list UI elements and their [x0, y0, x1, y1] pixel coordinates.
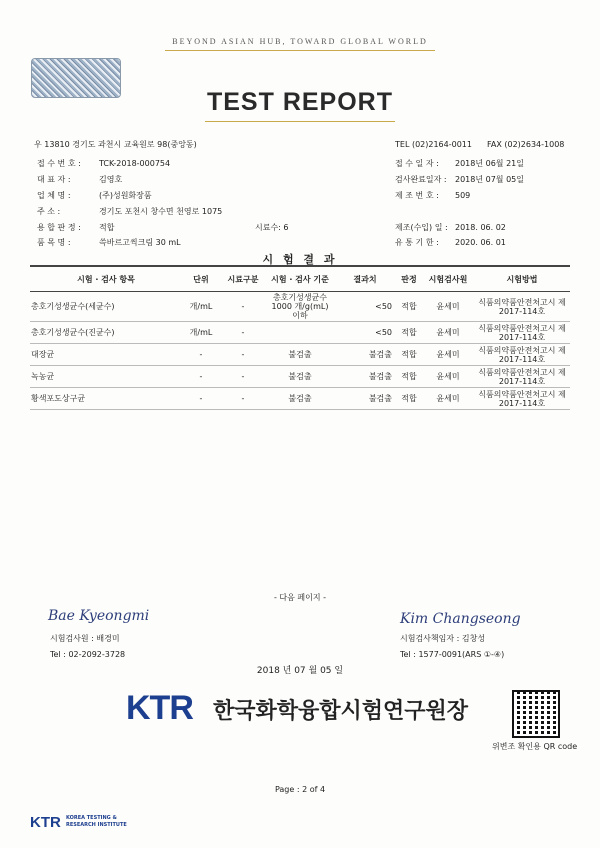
table-cell: 개/mL: [182, 292, 220, 322]
table-cell: -: [182, 344, 220, 366]
table-cell: 적합: [396, 344, 422, 366]
table-cell: 적합: [396, 388, 422, 410]
table-row: [30, 322, 570, 344]
results-title: 시 험 결 과: [262, 253, 338, 266]
info-label: 용 합 판 정 :: [37, 223, 81, 232]
column-header: 결과치: [334, 267, 396, 292]
info-row-manufacture-date: [395, 223, 506, 233]
tagline: BEYOND ASIAN HUB, TOWARD GLOBAL WORLD: [172, 37, 428, 46]
table-cell: -: [220, 344, 266, 366]
sample-count: 시료수: 6: [255, 223, 289, 232]
info-row-completion-date: [395, 175, 524, 185]
table-cell: 윤세미: [422, 322, 474, 344]
qr-code-icon[interactable]: [512, 690, 560, 738]
info-label: 접 수 번 호 :: [37, 159, 81, 168]
report-title: TEST REPORT: [206, 88, 393, 116]
table-cell: [266, 322, 334, 344]
column-header: 판정: [396, 267, 422, 292]
results-title-divider: [30, 247, 570, 266]
tagline-divider: [165, 50, 435, 51]
table-cell: -: [220, 366, 266, 388]
table-header-row: [30, 267, 570, 292]
info-value: TCK-2018-000754: [99, 159, 171, 168]
table-cell: 적합: [396, 292, 422, 322]
table-cell: <50: [334, 322, 396, 344]
table-cell: 윤세미: [422, 344, 474, 366]
table-cell: 적합: [396, 322, 422, 344]
table-cell: -: [220, 388, 266, 410]
page-indicator: Page : 2 of 4: [274, 785, 326, 794]
manager-tel: Tel : 1577-0091(ARS ①-④): [400, 650, 505, 659]
table-cell: -: [220, 292, 266, 322]
table-cell: 식품의약품안전처고시 제2017-114호: [474, 366, 570, 388]
info-value: 2018. 06. 02: [455, 223, 506, 232]
footer-line1: KOREA TESTING &: [66, 815, 117, 821]
next-page-note: - 다음 페이지 -: [273, 593, 327, 602]
table-row: [30, 388, 570, 410]
manager-name: 시험검사책임자 : 김창성: [400, 634, 486, 643]
table-cell: 불검출: [266, 366, 334, 388]
table-cell: 불검출: [334, 388, 396, 410]
tester-tel: Tel : 02-2092-3728: [50, 650, 126, 659]
column-header: 시험방법: [474, 267, 570, 292]
info-value: 509: [455, 191, 471, 200]
table-cell: -: [182, 366, 220, 388]
title-divider: [205, 121, 395, 122]
info-row-receipt-date: [395, 159, 524, 169]
table-cell: 윤세미: [422, 292, 474, 322]
info-value: 경기도 포천시 창수면 천영로 1075: [99, 207, 223, 216]
info-label: 주 소 :: [37, 207, 61, 216]
table-cell: <50: [334, 292, 396, 322]
footer-institute-text: [66, 815, 127, 829]
info-label: 유 통 기 한 :: [395, 238, 439, 247]
info-label: 제조(수입) 일 :: [395, 223, 448, 232]
table-cell: 개/mL: [182, 322, 220, 344]
column-header: 시험 · 검사 항목: [30, 267, 182, 292]
info-label: 제 조 번 호 :: [395, 191, 439, 200]
institute-name: 한국화학융합시험연구원장: [213, 699, 469, 724]
table-cell: 대장균: [30, 344, 182, 366]
column-header: 단위: [182, 267, 220, 292]
table-row: [30, 292, 570, 322]
info-label: 접 수 일 자 :: [395, 159, 439, 168]
table-cell: 적합: [396, 366, 422, 388]
info-row-address: [37, 207, 222, 217]
results-table: [30, 266, 570, 410]
table-cell: 총호기성생균수(세균수): [30, 292, 182, 322]
table-cell: 총호기성생균수(진균수): [30, 322, 182, 344]
column-header: 시험 · 검사 기준: [266, 267, 334, 292]
tel-number: TEL (02)2164-0011: [395, 140, 472, 149]
column-header: 시험검사원: [422, 267, 474, 292]
info-value: 김영호: [99, 175, 123, 184]
table-cell: -: [182, 388, 220, 410]
table-cell: 총호기성생균수 1000 개/g(mL) 이하: [266, 292, 334, 322]
info-value: 2018년 06월 21일: [455, 159, 524, 168]
info-row-lot-number: [395, 191, 470, 201]
info-label: 대 표 자 :: [37, 175, 71, 184]
info-label: 검사완료일자 :: [395, 175, 447, 184]
table-cell: 식품의약품안전처고시 제2017-114호: [474, 292, 570, 322]
info-label: 품 목 명 :: [37, 238, 71, 247]
footer-line2: RESEARCH INSTITUTE: [66, 822, 127, 828]
signature-left: Bae Kyeongmi: [48, 608, 150, 624]
table-cell: 황색포도상구균: [30, 388, 182, 410]
table-cell: 식품의약품안전처고시 제2017-114호: [474, 344, 570, 366]
info-row-representative: [37, 175, 122, 185]
issue-date: 2018 년 07 월 05 일: [256, 666, 344, 676]
info-row-company: [37, 191, 152, 201]
table-row: [30, 344, 570, 366]
qr-caption: 위변조 확인용 QR code: [492, 742, 578, 751]
address-line: 우 13810 경기도 과천시 교육원로 98(중앙동): [34, 140, 197, 149]
signature-right: Kim Changseong: [400, 611, 521, 627]
ktr-logo: KTR: [126, 689, 193, 727]
fax-number: FAX (02)2634-1008: [487, 140, 565, 149]
table-cell: -: [220, 322, 266, 344]
table-cell: 식품의약품안전처고시 제2017-114호: [474, 388, 570, 410]
info-value: 쓱바르고씩크림 30 mL: [99, 238, 181, 247]
table-cell: 불검출: [334, 344, 396, 366]
table-cell: 불검출: [334, 366, 396, 388]
table-cell: 식품의약품안전처고시 제2017-114호: [474, 322, 570, 344]
info-value: 2020. 06. 01: [455, 238, 506, 247]
table-cell: 불검출: [266, 388, 334, 410]
tester-name: 시험검사원 : 배경미: [50, 634, 120, 643]
info-value: 적합: [99, 223, 115, 232]
info-value: 2018년 07월 05일: [455, 175, 524, 184]
table-row: [30, 366, 570, 388]
table-cell: 윤세미: [422, 366, 474, 388]
table-cell: 윤세미: [422, 388, 474, 410]
footer-ktr-logo: KTR: [30, 814, 61, 831]
info-row-overall-judgement: [37, 223, 114, 233]
table-cell: 불검출: [266, 344, 334, 366]
info-value: (주)성원화장품: [99, 191, 152, 200]
table-cell: 녹농균: [30, 366, 182, 388]
column-header: 시료구분: [220, 267, 266, 292]
info-row-receipt-no: [37, 159, 170, 169]
info-label: 업 체 명 :: [37, 191, 71, 200]
